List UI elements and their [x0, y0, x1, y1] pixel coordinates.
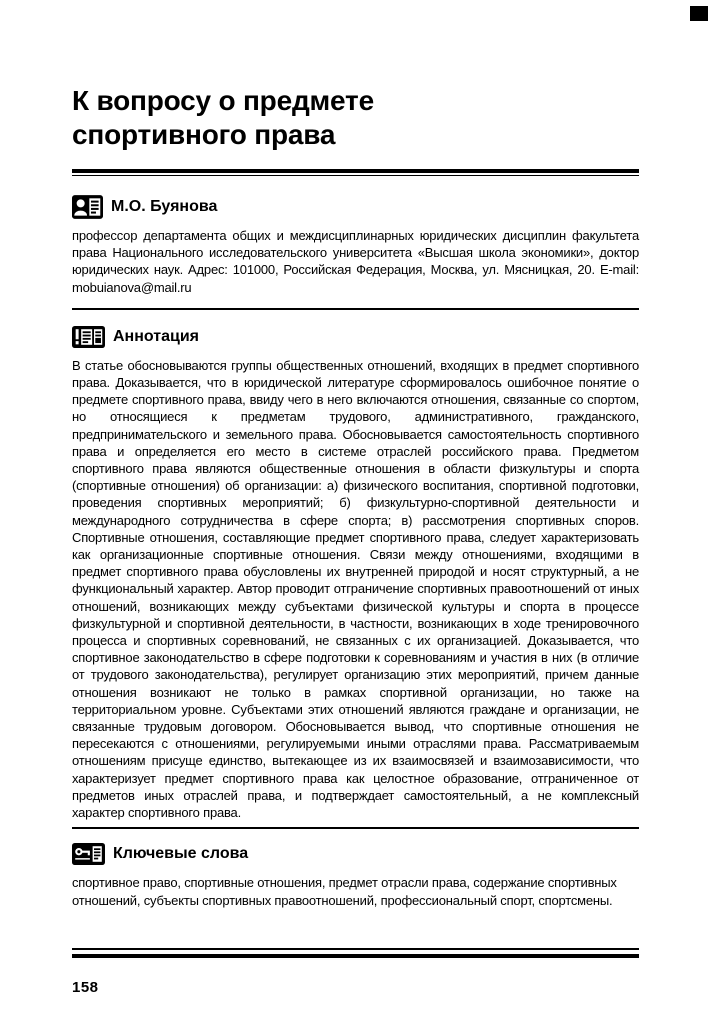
corner-print-mark	[690, 6, 708, 21]
annotation-note-icon	[72, 326, 105, 348]
author-affiliation: профессор департамента общих и междисциплинарных юридических дисциплин факультета права Национального исследовательского университета «Высшая школа экономики», доктор юридических наук. Адрес: 101000, Российская Федерация, Москва, ул. Мясницкая, 20. E-mail: mobuianova@mail.ru	[72, 228, 639, 295]
annotation-bottom-rule	[72, 827, 639, 829]
article-title	[72, 84, 639, 152]
keywords-text: спортивное право, спортивные отношения, предмет отрасли права, содержание спортивных отношений, субъекты спортивных правоотношений, профессиональный спорт, спортсмены.	[72, 875, 617, 908]
article-title-line1: К вопросу о предмете	[72, 85, 374, 116]
annotation-top-rule	[72, 308, 639, 310]
annotation-header	[72, 326, 639, 348]
article-title-line2: спортивного права	[72, 119, 336, 150]
key-icon	[72, 843, 105, 865]
page-number: 158	[72, 979, 99, 996]
article-content-column	[72, 0, 639, 909]
author-header	[72, 195, 639, 219]
annotation-heading: Аннотация	[113, 327, 199, 345]
keywords-heading: Ключевые слова	[113, 845, 249, 863]
author-name: М.О. Буянова	[111, 198, 218, 215]
title-divider-rule	[72, 169, 639, 176]
annotation-text: В статье обосновываются группы общественных отношений, входящих в предмет спортивного права. Доказывается, что в юридической литературе сформировалось ошибочное понятие о предмете спортивного права, ввиду чего в него включаются отношения, связанные со спортом, но относящиеся к предметам трудового, административного, гражданского, предпринимательского и земельного права. Обосновывается самостоятельность спортивного права и определяется его место в системе отраслей российского права. Предметом спортивного права являются общественные отношения в области физкультуры и спорта (спортивные отношения) об организации: а) физического воспитания, спортивной подготовки, проведения спортивных мероприятий; б) физкультурно-спортивной деятельности и международного сотрудничества в сфере спорта; в) рассмотрения спортивных споров. Спортивные отношения, составляющие предмет спортивного права, следует характеризовать как организационные спортивные отношения. Связи между отношениями, входящими в предмет спортивного права обусловлены их внутренней природой и носят структурный, а не функциональный характер. Автор проводит отграничение спортивных правоотношений от иных отношений, возникающих между субъектами физической культуры и спорта в процессе физкультурной и спортивной деятельности, в частности, возникающих в ходе тренировочного процесса и спортивных соревнований, не связанных с их организацией. Доказывается, что спортивное законодательство в сфере подготовки к соревнованиям и участия в них (в отличие от трудового законодательства), регулирует организацию этих мероприятий, причем данные отношения возникают не только в рамках спортивной организации, но также на территориальном уровне. Субъектами этих отношений являются граждане и организации, не связанные трудовым договором. Обосновывается вывод, что спортивные отношения не пересекаются с отношениями, регулируемыми иными отраслями права. Рассматриваемым отношениям присуще единство, вытекающее из их взаимосвязей и взаимозависимости, что характеризует предмет спортивного права как целостное образование, отграниченное от предметов иных отраслей права, и подтверждает самостоятельный, а не комплексный характер спортивного права.	[72, 357, 639, 821]
author-card-icon	[72, 195, 103, 219]
footer-thick-rule	[72, 954, 639, 958]
page-footer	[72, 948, 639, 996]
keywords-header	[72, 843, 639, 865]
